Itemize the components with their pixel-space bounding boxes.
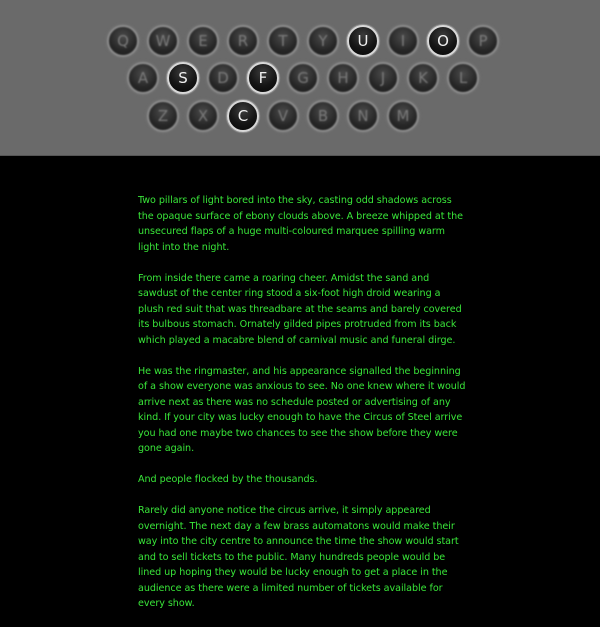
key-n[interactable]: [347, 100, 379, 132]
key-label: R: [237, 32, 249, 50]
key-label: Z: [157, 107, 169, 125]
key-z[interactable]: [147, 100, 179, 132]
key-label: C: [237, 107, 249, 125]
key-a[interactable]: [127, 62, 159, 94]
key-label: D: [217, 69, 229, 87]
key-g[interactable]: [287, 62, 319, 94]
story-text: [138, 193, 468, 627]
key-label: L: [458, 69, 468, 87]
key-label: I: [400, 32, 406, 50]
key-p[interactable]: [467, 25, 499, 57]
key-s[interactable]: [167, 62, 199, 94]
key-label: M: [396, 107, 410, 125]
key-label: B: [317, 107, 329, 125]
key-d[interactable]: [207, 62, 239, 94]
key-label: U: [357, 32, 369, 50]
key-label: X: [197, 107, 209, 125]
key-label: P: [478, 32, 488, 50]
story-paragraph: Rarely did anyone notice the circus arrive, it simply appeared overnight. The next day a few brass automatons would make their way into the city centre to announce the time the show would start and to sell tickets to the public. Many hundreds people would be lined up hoping they would be lucky enough to get a place in the audience as there were a limited number of tickets available for every show.: [138, 505, 459, 609]
key-label: G: [297, 69, 309, 87]
key-t[interactable]: [267, 25, 299, 57]
key-label: A: [137, 69, 149, 87]
key-label: H: [337, 69, 349, 87]
story-paragraph: Two pillars of light bored into the sky, casting odd shadows across the opaque surface of ebony clouds above. A breeze whipped at the unsecured flaps of a huge multi-coloured marquee spilling warm light into the night.: [138, 195, 463, 253]
key-u[interactable]: [347, 25, 379, 57]
key-label: O: [437, 32, 449, 50]
story-paragraph: He was the ringmaster, and his appearance signalled the beginning of a show everyone was anxious to see. No one knew where it would arrive next as there was no schedule posted or advertising of any kind. If your city was lucky enough to have the Circus of Steel arrive you had one maybe two chances to see the show before they were gone again.: [138, 365, 466, 454]
key-label: Y: [318, 32, 328, 50]
key-j[interactable]: [367, 62, 399, 94]
key-m[interactable]: [387, 100, 419, 132]
key-c[interactable]: [227, 100, 259, 132]
key-r[interactable]: [227, 25, 259, 57]
key-y[interactable]: [307, 25, 339, 57]
story-paragraph: From inside there came a roaring cheer. Amidst the sand and sawdust of the center ring stood a six-foot high droid wearing a plush red suit that was threadbare at the seams and barely covered its bulbous stomach. Ornately gilded pipes protruded from its back which played a macabre blend of carnival music and funeral dirge.: [138, 272, 462, 346]
key-e[interactable]: [187, 25, 219, 57]
key-label: E: [198, 32, 208, 50]
key-label: J: [380, 69, 386, 87]
key-l[interactable]: [447, 62, 479, 94]
key-label: T: [278, 32, 288, 50]
key-label: K: [418, 69, 428, 87]
key-q[interactable]: [107, 25, 139, 57]
key-label: N: [357, 107, 369, 125]
key-w[interactable]: [147, 25, 179, 57]
key-label: W: [155, 32, 171, 50]
key-k[interactable]: [407, 62, 439, 94]
key-o[interactable]: [427, 25, 459, 57]
key-label: S: [178, 69, 188, 87]
key-label: V: [277, 107, 289, 125]
key-x[interactable]: [187, 100, 219, 132]
key-label: F: [258, 69, 268, 87]
typewriter-keyboard: [0, 0, 600, 156]
key-f[interactable]: [247, 62, 279, 94]
key-v[interactable]: [267, 100, 299, 132]
key-b[interactable]: [307, 100, 339, 132]
key-i[interactable]: [387, 25, 419, 57]
key-label: Q: [117, 32, 129, 50]
story-paragraph: And people flocked by the thousands.: [138, 474, 318, 485]
key-h[interactable]: [327, 62, 359, 94]
